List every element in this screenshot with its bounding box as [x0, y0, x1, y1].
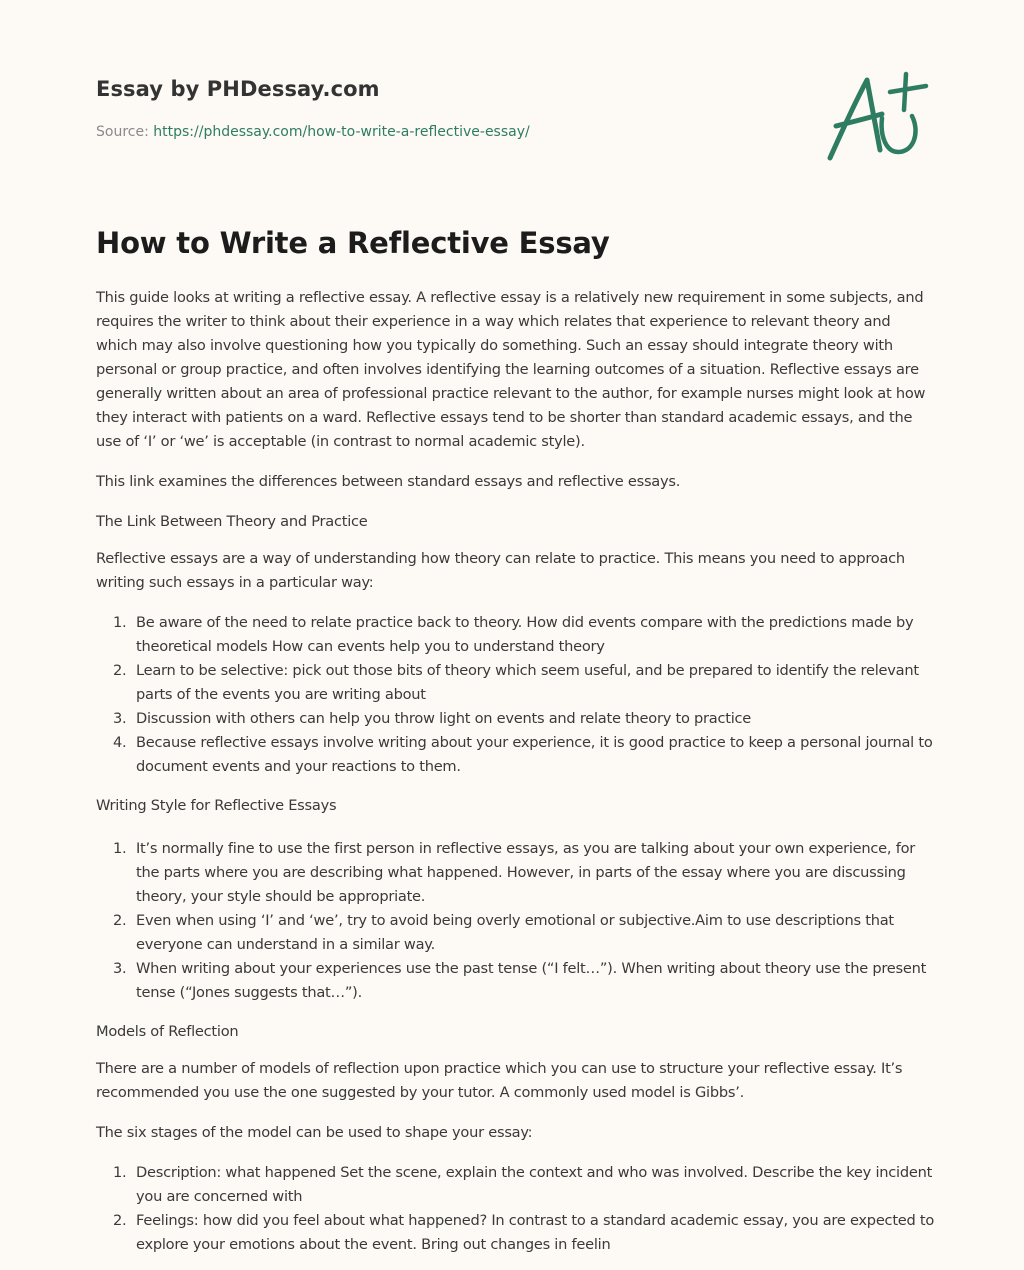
source-link[interactable]: https://phdessay.com/how-to-write-a-reflective-essay/ — [153, 124, 530, 140]
list-item: 1. It’s normally fine to use the first person in reflective essays, as you are talking about your own experience, for the parts where you are describing what happened. However, in parts of the essay where you are discussing theory, your style should be appropriate. — [113, 840, 916, 905]
list-item: 2. Learn to be selective: pick out those bits of theory which seem useful, and be prepared to identify the relevant parts of the events you are writing about — [113, 662, 919, 703]
article-body — [96, 286, 936, 1270]
list-item: 4. Because reflective essays involve writing about your experience, it is good practice to keep a personal journal to document events and your reactions to them. — [113, 734, 933, 775]
gibbs-stages-list — [96, 1161, 936, 1257]
page — [96, 0, 936, 1253]
section-paragraph: Reflective essays are a way of understanding how theory can relate to practice. This means you need to approach writing such essays in a particular way: — [96, 550, 905, 591]
link-note-paragraph: This link examines the differences between standard essays and reflective essays. — [96, 473, 681, 490]
writing-style-list — [96, 837, 936, 1005]
list-item: 1. Description: what happened Set the scene, explain the context and who was involved. Describe the key incident you are concerned with — [113, 1164, 933, 1205]
brand-title: Essay by PHDessay.com — [96, 77, 380, 101]
list-item: 1. Be aware of the need to relate practice back to theory. How did events compare with the predictions made by theoretical models How can events help you to understand theory — [113, 614, 914, 655]
source-label: Source: — [96, 124, 149, 140]
list-item: 2. Feelings: how did you feel about what happened? In contrast to a standard academic essay, you are expected to explore your emotions about the event. Bring out changes in feelin — [113, 1212, 935, 1253]
a-plus-grade-icon — [822, 66, 932, 166]
list-item: 3. Discussion with others can help you throw light on events and relate theory to practice — [113, 710, 752, 727]
list-item: 3. When writing about your experiences use the past tense (“I felt…”). When writing about theory use the present tense (“Jones suggests that…”). — [113, 960, 927, 1001]
page-header — [96, 0, 936, 260]
intro-paragraph: This guide looks at writing a reflective essay. A reflective essay is a relatively new requirement in some subjects, and requires the writer to think about their experience in a way which relates that experience to relevant theory and which may also involve questioning how you typically do something. Such an essay should integrate theory with personal or group practice, and often involves identifying the learning outcomes of a situation. Reflective essays are generally written about an area of professional practice relevant to the author, for example nurses might look at how they interact with patients on a ward. Reflective essays tend to be shorter than standard academic essays, and the use of ‘I’ or ‘we’ is acceptable (in contrast to normal academic style). — [96, 289, 926, 450]
article-title: How to Write a Reflective Essay — [96, 226, 610, 260]
list-item: 2. Even when using ‘I’ and ‘we’, try to avoid being overly emotional or subjective.Aim to use descriptions that everyone can understand in a similar way. — [113, 912, 894, 953]
source-line — [96, 124, 530, 140]
section-heading-models: Models of Reflection — [96, 1023, 239, 1040]
section-heading-theory-practice: The Link Between Theory and Practice — [96, 513, 368, 530]
section-paragraph: The six stages of the model can be used to shape your essay: — [96, 1124, 533, 1141]
section-heading-writing-style: Writing Style for Reflective Essays — [96, 797, 337, 814]
section-paragraph: There are a number of models of reflection upon practice which you can use to structure your reflective essay. It’s recommended you use the one suggested by your tutor. A commonly used model is Gibbs’. — [96, 1060, 903, 1101]
theory-practice-list — [96, 611, 936, 779]
